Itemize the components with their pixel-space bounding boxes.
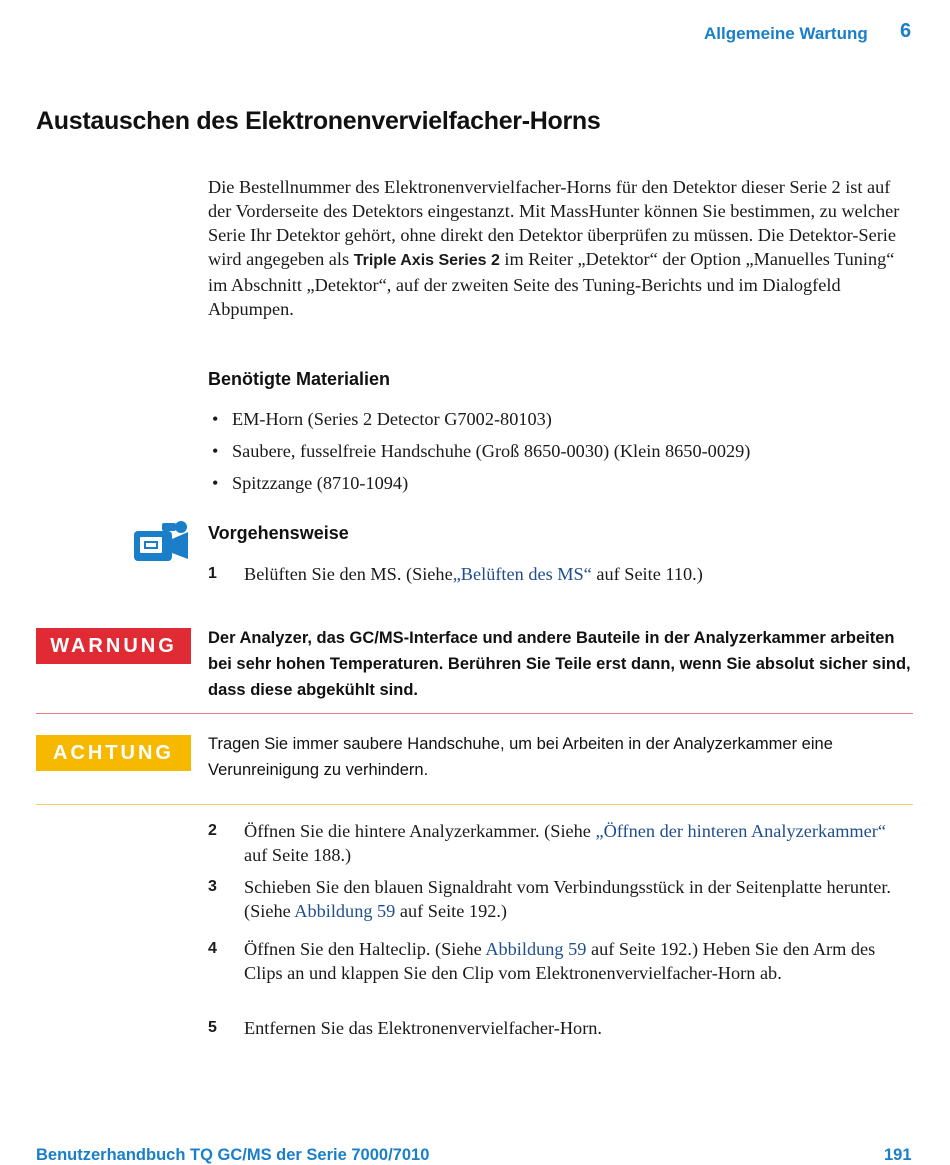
step-text-after: auf Seite 192.): [395, 901, 508, 921]
step-link[interactable]: Abbildung 59: [294, 901, 396, 921]
procedure-step-2: [208, 819, 913, 867]
bullet-icon: •: [212, 409, 219, 429]
step-link[interactable]: „Belüften des MS“: [452, 564, 592, 584]
step-text-before: Belüften Sie den MS. (Siehe: [244, 564, 453, 584]
step-number: 3: [208, 878, 217, 895]
step-text-after: auf Seite 110.): [591, 564, 703, 584]
list-item: [212, 471, 912, 503]
step-text-after: auf Seite 188.): [244, 845, 352, 865]
footer-page-number: 191: [884, 1146, 912, 1164]
step-text: [244, 875, 913, 923]
materials-heading: Benötigte Materialien: [208, 369, 391, 389]
list-item-text: EM-Horn (Series 2 Detector G7002-80103): [232, 409, 552, 429]
caution-divider: [36, 804, 913, 805]
step-number: 2: [208, 822, 217, 839]
step-number: 1: [208, 565, 217, 582]
step-text-before: Öffnen Sie die hintere Analyzerkammer. (Siehe: [244, 821, 596, 841]
bullet-icon: •: [212, 441, 219, 461]
step-text: Entfernen Sie das Elektronenvervielfacher-Horn.: [244, 1018, 602, 1038]
procedure-step-5: [208, 1016, 913, 1040]
procedure-step-4: [208, 937, 913, 985]
caution-badge: ACHTUNG: [36, 735, 191, 771]
procedure-step-3: [208, 875, 913, 923]
step-text-after: auf Seite 192.) Heben Sie den Arm des Clips an und klappen Sie den Clip vom Elektronenvervielfacher-Horn ab.: [244, 939, 876, 983]
intro-text-part2: im Reiter „Detektor“ der Option „Manuelles Tuning“ im Abschnitt „Detektor“, auf der zweiten Seite des Tuning-Berichts und im Dialogfeld Abpumpen.: [208, 249, 895, 319]
step-text: [244, 819, 913, 867]
warning-text: Der Analyzer, das GC/MS-Interface und andere Bauteile in der Analyzerkammer arbeiten bei sehr hohen Temperaturen. Berühren Sie Teile erst dann, wenn Sie absolut sicher sind, dass diese abgekühlt sind.: [208, 629, 911, 699]
warning-divider: [36, 713, 913, 714]
step-text-before: Schieben Sie den blauen Signaldraht vom Verbindungsstück in der Seitenplatte herunter. (Siehe: [244, 877, 891, 921]
list-item-text: Spitzzange (8710-1094): [232, 473, 409, 493]
step-text-before: Öffnen Sie den Halteclip. (Siehe: [244, 939, 486, 959]
step-number: 4: [208, 940, 217, 957]
step-link[interactable]: Abbildung 59: [485, 939, 587, 959]
warning-badge: WARNUNG: [36, 628, 191, 664]
list-item: [212, 439, 912, 471]
materials-list: [212, 407, 912, 503]
step-text: [244, 562, 913, 586]
step-link[interactable]: „Öffnen der hinteren Analyzerkammer“: [595, 821, 886, 841]
chapter-title: Allgemeine Wartung: [704, 24, 868, 43]
procedure-step-1: [208, 562, 913, 586]
step-text: [244, 937, 913, 985]
page-title: Austauschen des Elektronenvervielfacher-Horns: [36, 107, 601, 135]
list-item: [212, 407, 912, 439]
footer-manual-title: Benutzerhandbuch TQ GC/MS der Serie 7000/7010: [36, 1146, 430, 1164]
list-item-text: Saubere, fusselfreie Handschuhe (Groß 8650-0030) (Klein 8650-0029): [232, 441, 751, 461]
intro-bold-term: Triple Axis Series 2: [353, 252, 500, 269]
caution-text: Tragen Sie immer saubere Handschuhe, um bei Arbeiten in der Analyzerkammer eine Verunreinigung zu verhindern.: [208, 735, 833, 779]
chapter-number: 6: [900, 20, 912, 42]
procedure-heading: Vorgehensweise: [208, 523, 349, 543]
step-number: 5: [208, 1019, 217, 1036]
bullet-icon: •: [212, 473, 219, 493]
intro-paragraph: [208, 175, 913, 321]
intro-text-part1: Die Bestellnummer des Elektronenvervielfacher-Horns für den Detektor dieser Serie 2 ist auf der Vorderseite des Detektors eingestanzt. Mit MassHunter können Sie bestimmen, zu welcher Serie Ihr Detektor gehört, ohne direkt den Detektor überprüfen zu müssen. Die Detektor-Serie wird angegeben als: [208, 177, 900, 269]
video-camera-icon: [132, 519, 190, 563]
